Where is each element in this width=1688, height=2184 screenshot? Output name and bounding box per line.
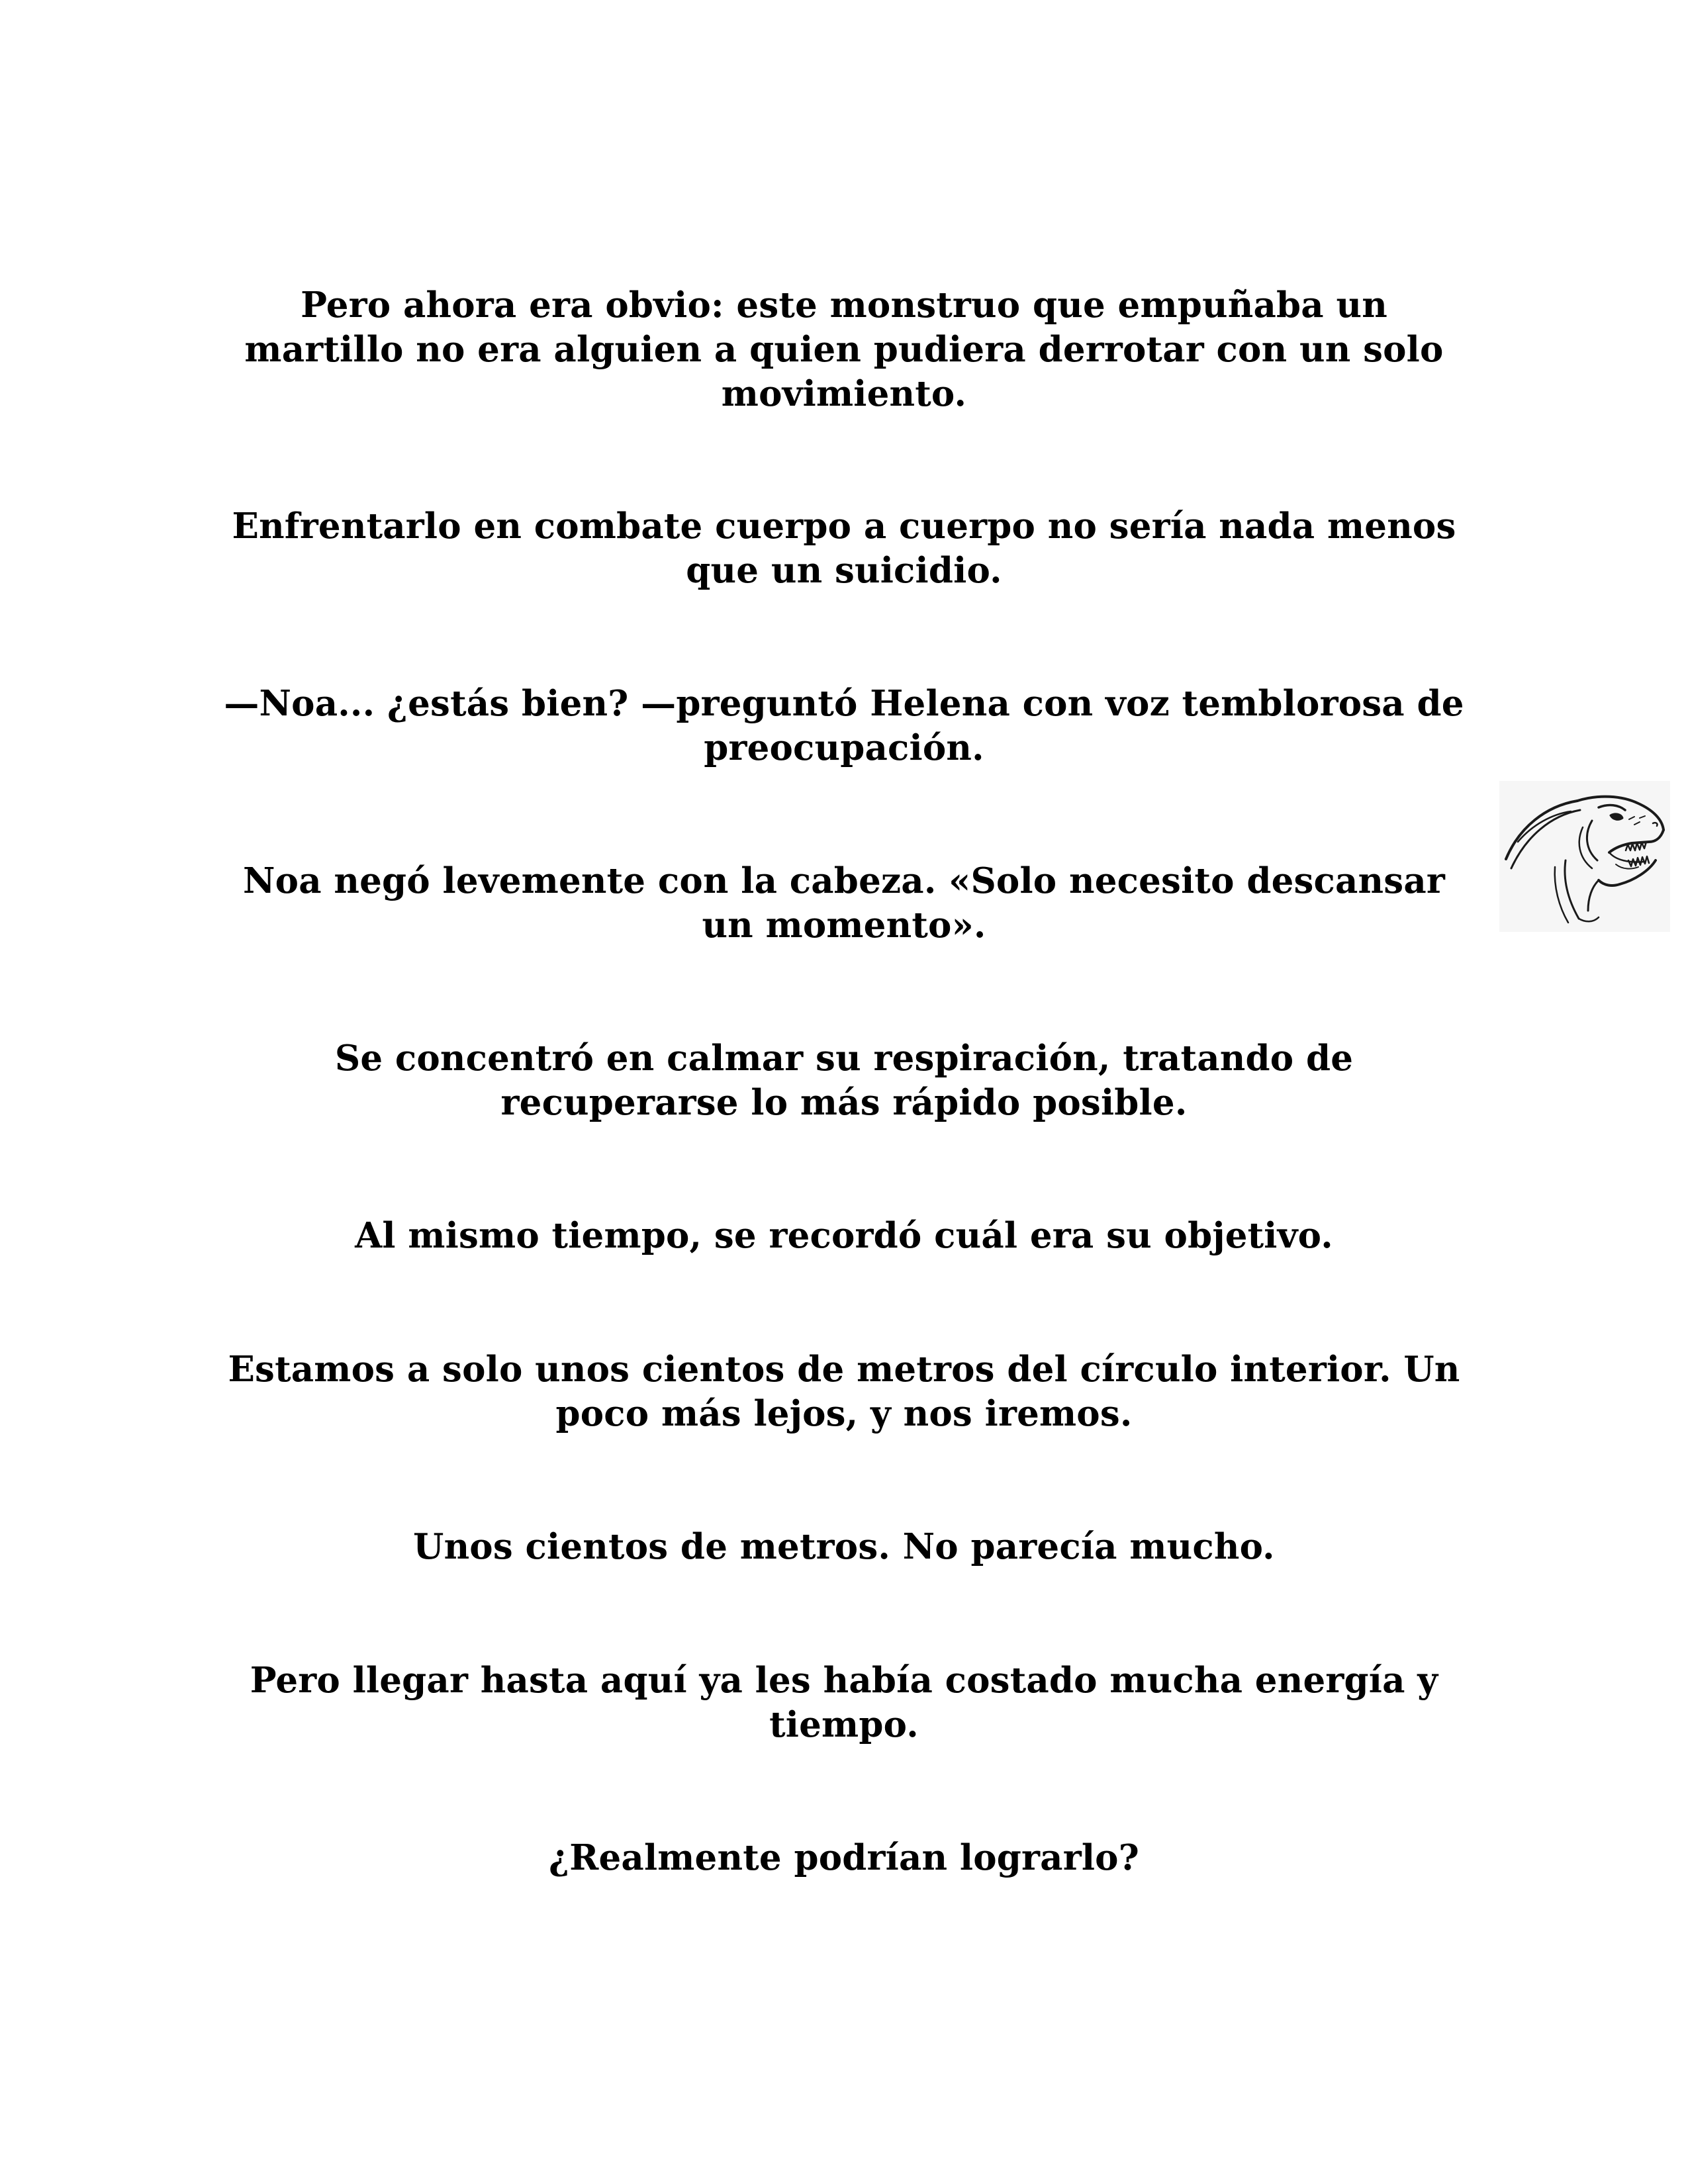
paragraph-6: Al mismo tiempo, se recordó cuál era su objetivo. — [355, 1215, 1333, 1256]
paragraph-9: Pero llegar hasta aquí ya les había costado mucha energía y tiempo. — [250, 1660, 1438, 1745]
paragraph-8: Unos cientos de metros. No parecía mucho. — [413, 1526, 1275, 1567]
paragraph-7: Estamos a solo unos cientos de metros del círculo interior. Un poco más lejos, y nos iremos. — [228, 1349, 1460, 1434]
dinosaur-head-sketch-icon — [1499, 781, 1670, 932]
paragraph-2: Enfrentarlo en combate cuerpo a cuerpo no sería nada menos que un suicidio. — [232, 506, 1456, 591]
paragraph-1: Pero ahora era obvio: este monstruo que empuñaba un martillo no era alguien a quien pudiera derrotar con un solo movimiento. — [244, 285, 1444, 414]
paragraph-4: Noa negó levemente con la cabeza. «Solo necesito descansar un momento». — [243, 860, 1445, 946]
paragraph-3: —Noa... ¿estás bien? —preguntó Helena con voz temblorosa de preocupación. — [224, 683, 1464, 768]
paragraph-5: Se concentró en calmar su respiración, tratando de recuperarse lo más rápido posible. — [334, 1038, 1354, 1123]
paragraph-10: ¿Realmente podrían lograrlo? — [548, 1837, 1139, 1878]
